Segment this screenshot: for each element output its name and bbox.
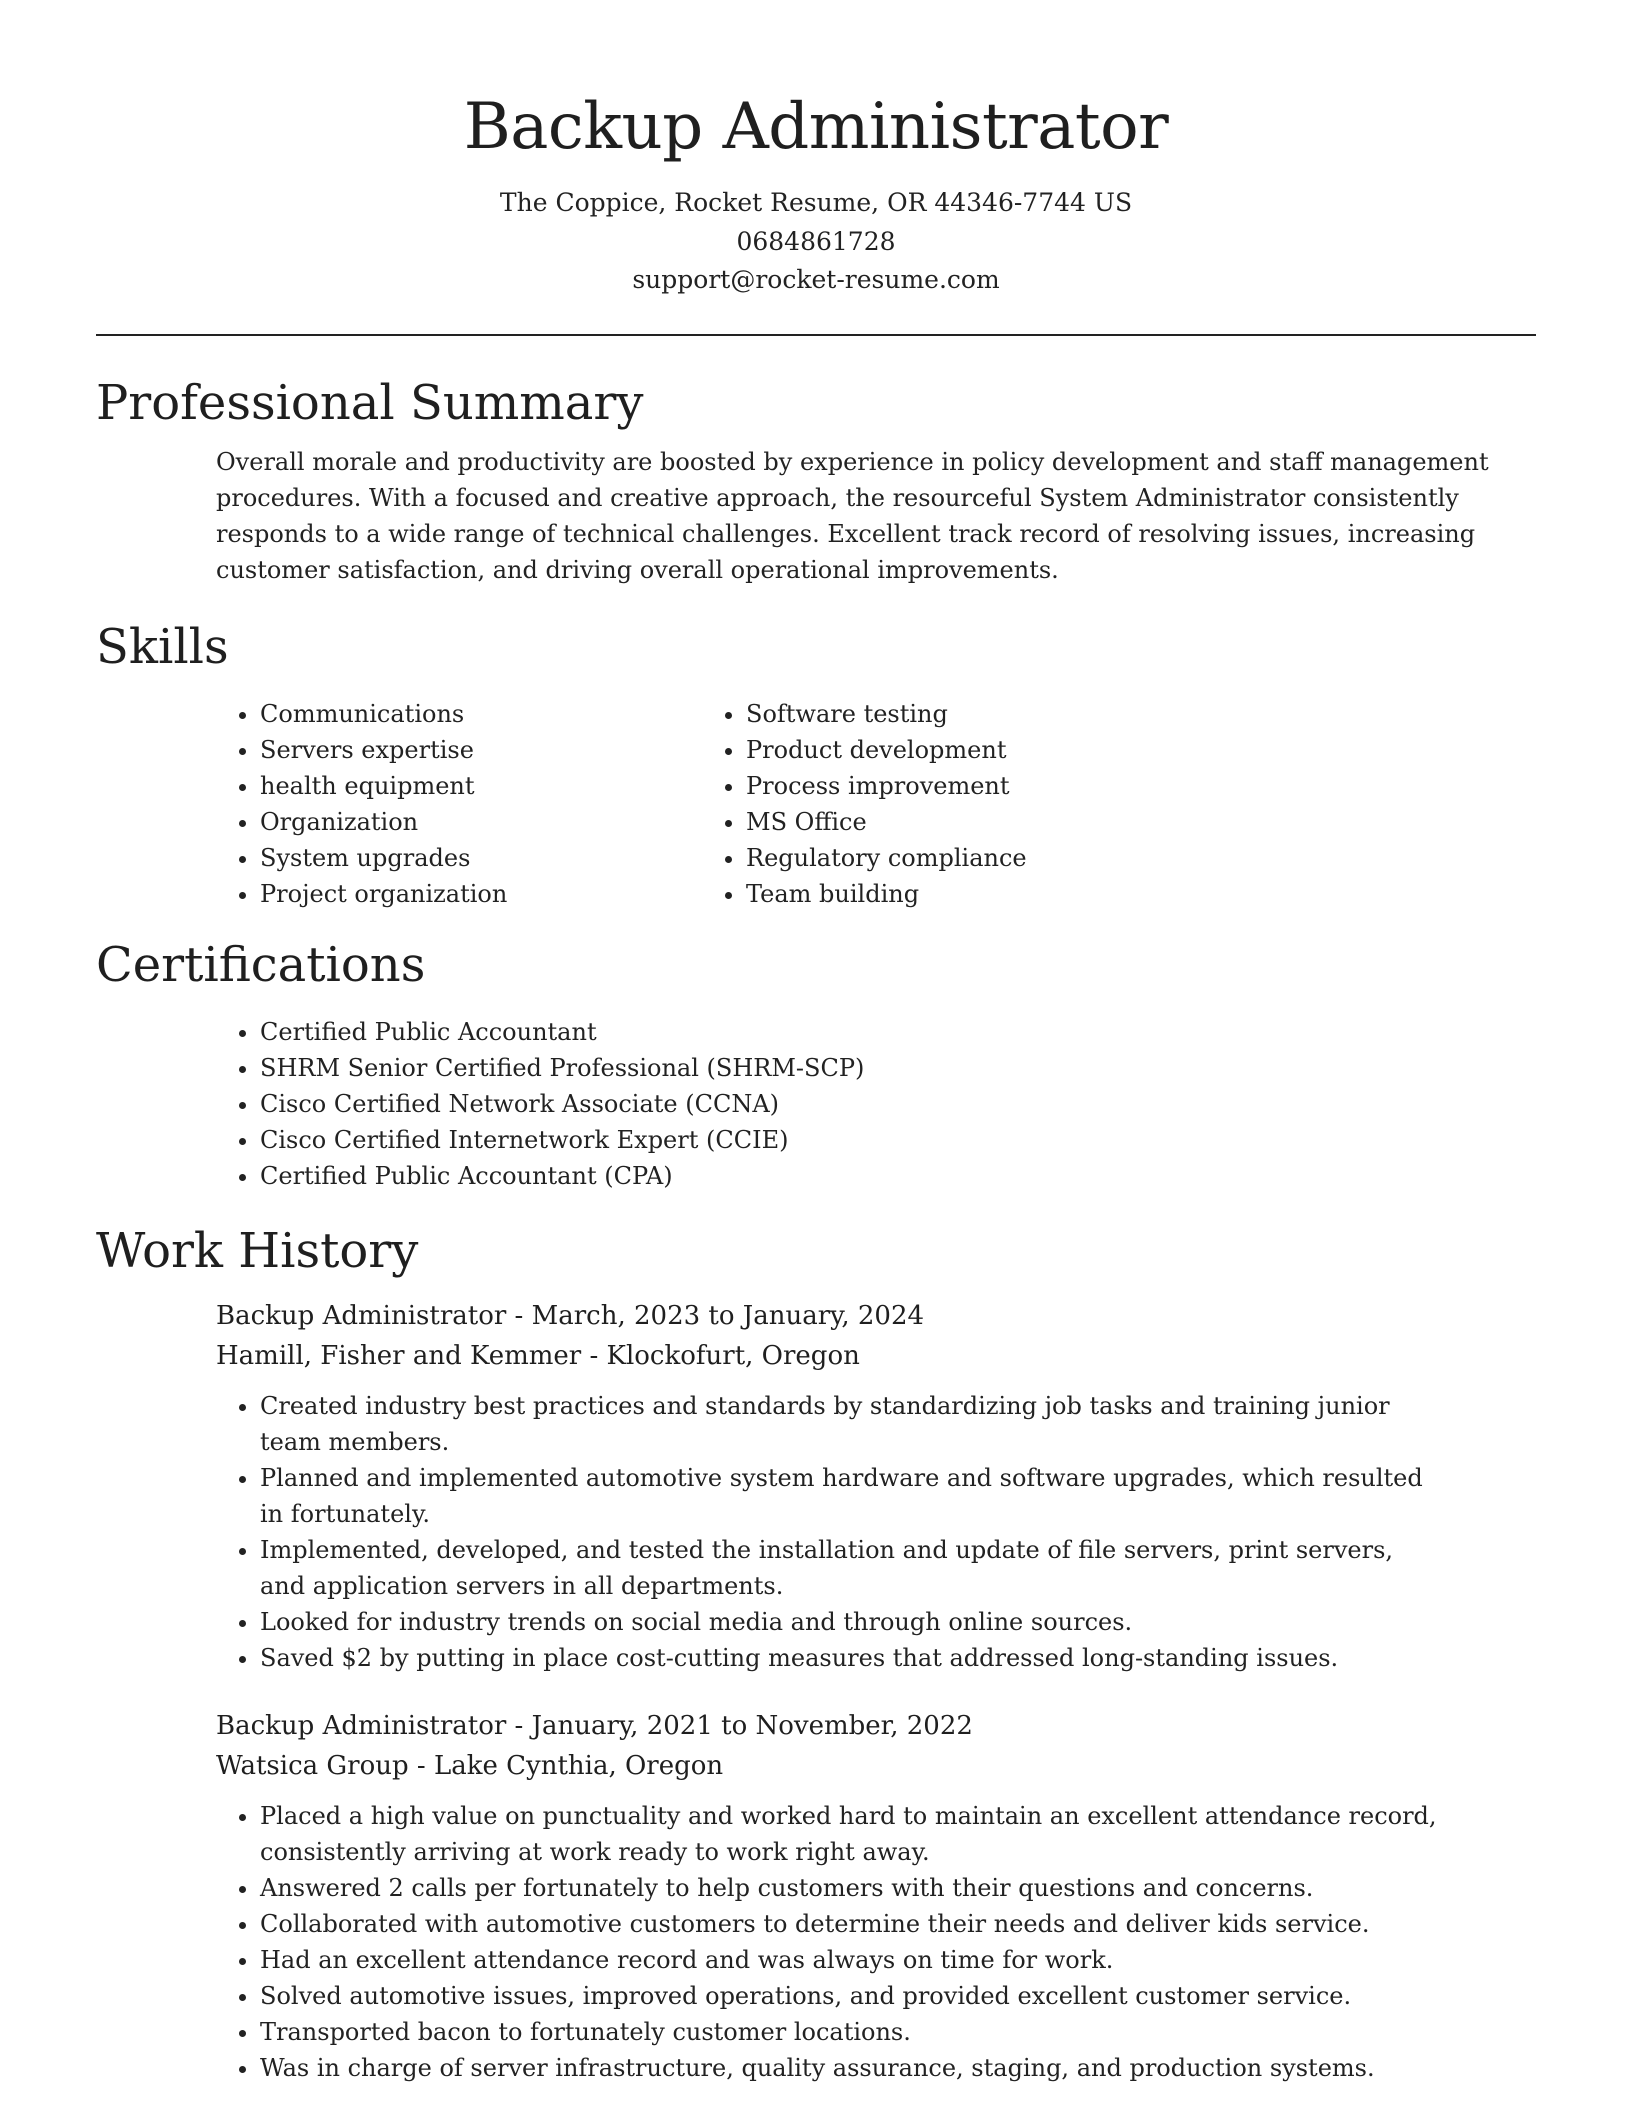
job-position: Backup Administrator — [216, 1300, 507, 1331]
header-divider — [96, 334, 1536, 336]
job-bullet: • Implemented, developed, and tested the installation and update of file servers, print servers, and application servers in all departments. — [260, 1532, 1440, 1604]
job-bullet: • Solved automotive issues, improved operations, and provided excellent customer service. — [260, 1978, 1440, 2014]
job-bullet: • Created industry best practices and standards by standardizing job tasks and training junior team members. — [260, 1388, 1440, 1460]
job-bullet: • Looked for industry trends on social media and through online sources. — [260, 1604, 1440, 1640]
job-bullet-list — [216, 1388, 1440, 1676]
address: The Coppice, Rocket Resume, OR 44346-7744 US — [499, 188, 1133, 217]
skill-item: • Organization — [260, 804, 746, 840]
certification-item: • Certified Public Accountant — [260, 1014, 1536, 1050]
skill-item: • Team building — [746, 876, 1536, 912]
certification-item: • Cisco Certified Internetwork Expert (CCIE) — [260, 1122, 1536, 1158]
job-company-line — [216, 1746, 1536, 1786]
job-title-line — [216, 1706, 1536, 1746]
job-bullet: • Planned and implemented automotive system hardware and software upgrades, which resulted in fortunately. — [260, 1460, 1440, 1532]
job-dates: - January, 2021 to November, 2022 — [506, 1710, 973, 1741]
job-bullet: • Had an excellent attendance record and was always on time for work. — [260, 1942, 1440, 1978]
summary-title: Professional Summary — [96, 374, 644, 431]
job-bullet: • Placed a high value on punctuality and worked hard to maintain an excellent attendance record, consistently arriving at work ready to work right away. — [260, 1798, 1440, 1870]
certification-item: • Certified Public Accountant (CPA) — [260, 1158, 1536, 1194]
certifications-list — [96, 1014, 1536, 1194]
skills-column-left — [96, 696, 746, 912]
contact-block — [96, 184, 1536, 300]
skill-item: • Product development — [746, 732, 1536, 768]
job-bullet: • Collaborated with automotive customers to determine their needs and deliver kids service. — [260, 1906, 1440, 1942]
phone: 0684861728 — [736, 226, 896, 256]
skills-section — [96, 616, 1536, 912]
skill-item: • MS Office — [746, 804, 1536, 840]
job-bullet-list — [216, 1798, 1440, 2086]
skills-grid — [96, 696, 1536, 912]
certification-item: • SHRM Senior Certified Professional (SHRM-SCP) — [260, 1050, 1536, 1086]
job-bullet: • Was in charge of server infrastructure, quality assurance, staging, and production systems. — [260, 2050, 1440, 2086]
work-history-section — [96, 1220, 1536, 2086]
job-bullet: • Saved $2 by putting in place cost-cutting measures that addressed long-standing issues. — [260, 1640, 1440, 1676]
job-bullet: • Transported bacon to fortunately customer locations. — [260, 2014, 1440, 2050]
skills-column-right — [746, 696, 1536, 912]
skill-item: • System upgrades — [260, 840, 746, 876]
job-company-line — [216, 1336, 1536, 1376]
job-dates: - March, 2023 to January, 2024 — [506, 1300, 925, 1331]
skill-item: • Communications — [260, 696, 746, 732]
job-entry — [216, 1296, 1536, 1676]
certification-item: • Cisco Certified Network Associate (CCNA) — [260, 1086, 1536, 1122]
certifications-title: Certifications — [96, 936, 426, 993]
work-history-title: Work History — [96, 1222, 419, 1279]
skill-item: • Process improvement — [746, 768, 1536, 804]
job-company: Hamill, Fisher and Kemmer — [216, 1340, 582, 1371]
job-position: Backup Administrator — [216, 1710, 507, 1741]
skill-item: • Regulatory compliance — [746, 840, 1536, 876]
summary-section — [96, 372, 1536, 588]
skill-item: • Servers expertise — [260, 732, 746, 768]
email: support@rocket-resume.com — [632, 265, 1000, 294]
job-company: Watsica Group — [216, 1750, 409, 1781]
skills-title: Skills — [96, 618, 229, 675]
job-location: - Klockofurt, Oregon — [581, 1340, 860, 1371]
skill-item: • Project organization — [260, 876, 746, 912]
job-title-line — [216, 1296, 1536, 1336]
skill-item: • health equipment — [260, 768, 746, 804]
certifications-section — [96, 934, 1536, 1194]
summary-text: Overall morale and productivity are boosted by experience in policy development and staff management procedures. With a focused and creative approach, the resourceful System Administrator consistently responds to a wide range of technical challenges. Excellent track record of resolving issues, increasing customer satisfaction, and driving overall operational improvements. — [216, 447, 1489, 584]
job-location: - Lake Cynthia, Oregon — [408, 1750, 724, 1781]
skill-item: • Software testing — [746, 696, 1536, 732]
job-bullet: • Answered 2 calls per fortunately to help customers with their questions and concerns. — [260, 1870, 1440, 1906]
job-entry — [216, 1706, 1536, 2086]
candidate-name: Backup Administrator — [463, 90, 1169, 164]
resume-header — [96, 0, 1536, 300]
